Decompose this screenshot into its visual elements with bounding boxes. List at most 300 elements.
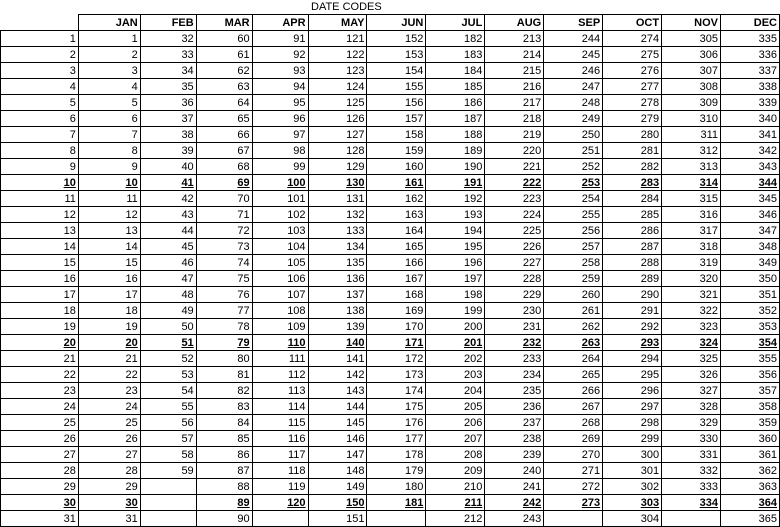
date-code-cell: 19 [78, 319, 140, 335]
table-row [1, 463, 780, 479]
date-code-cell: 74 [196, 255, 252, 271]
date-code-cell: 274 [603, 31, 662, 47]
date-code-cell: 307 [662, 63, 721, 79]
date-code-cell: 254 [544, 191, 603, 207]
date-code-cell: 71 [196, 207, 252, 223]
date-code-cell: 267 [544, 399, 603, 415]
date-code-cell: 2 [78, 47, 140, 63]
date-code-cell: 60 [196, 31, 252, 47]
date-code-cell: 273 [544, 495, 603, 511]
date-code-cell: 207 [426, 431, 485, 447]
date-code-cell: 192 [426, 191, 485, 207]
date-code-cell: 277 [603, 79, 662, 95]
table-row [1, 255, 780, 271]
date-code-cell: 23 [78, 383, 140, 399]
date-code-cell: 22 [78, 367, 140, 383]
table-row [1, 271, 780, 287]
month-header-mar: MAR [196, 15, 252, 31]
date-code-cell: 233 [485, 351, 544, 367]
date-code-cell: 227 [485, 255, 544, 271]
day-number-cell: 24 [1, 399, 79, 415]
date-code-cell: 45 [140, 239, 196, 255]
date-code-cell: 239 [485, 447, 544, 463]
date-code-cell: 296 [603, 383, 662, 399]
date-code-cell: 175 [367, 399, 426, 415]
date-code-cell: 31 [78, 511, 140, 527]
date-code-cell: 352 [721, 303, 780, 319]
date-code-cell: 18 [78, 303, 140, 319]
date-code-cell: 329 [662, 415, 721, 431]
day-number-cell: 10 [1, 175, 79, 191]
date-code-cell: 250 [544, 127, 603, 143]
date-code-cell: 344 [721, 175, 780, 191]
date-code-cell: 81 [196, 367, 252, 383]
date-code-cell: 99 [252, 159, 308, 175]
date-code-cell: 282 [603, 159, 662, 175]
date-code-cell: 92 [252, 47, 308, 63]
date-code-cell: 91 [252, 31, 308, 47]
table-row [1, 303, 780, 319]
date-code-cell: 325 [662, 351, 721, 367]
page-title: DATE CODES [311, 1, 382, 13]
date-code-cell: 303 [603, 495, 662, 511]
date-code-cell: 57 [140, 431, 196, 447]
table-row [1, 95, 780, 111]
date-code-cell: 27 [78, 447, 140, 463]
date-code-cell: 87 [196, 463, 252, 479]
month-header-aug: AUG [485, 15, 544, 31]
date-code-cell: 25 [78, 415, 140, 431]
date-code-cell: 141 [308, 351, 367, 367]
date-code-cell: 167 [367, 271, 426, 287]
date-code-cell: 63 [196, 79, 252, 95]
date-code-cell: 146 [308, 431, 367, 447]
date-code-cell: 95 [252, 95, 308, 111]
date-code-cell: 65 [196, 111, 252, 127]
date-code-cell: 41 [140, 175, 196, 191]
date-code-cell: 102 [252, 207, 308, 223]
date-code-cell: 183 [426, 47, 485, 63]
date-code-cell: 110 [252, 335, 308, 351]
date-code-cell: 61 [196, 47, 252, 63]
date-code-cell: 155 [367, 79, 426, 95]
date-code-cell [544, 511, 603, 527]
date-code-cell: 24 [78, 399, 140, 415]
date-code-cell: 143 [308, 383, 367, 399]
date-code-cell: 237 [485, 415, 544, 431]
date-code-cell: 294 [603, 351, 662, 367]
date-code-cell: 162 [367, 191, 426, 207]
date-code-cell: 199 [426, 303, 485, 319]
date-code-cell: 5 [78, 95, 140, 111]
date-code-cell: 295 [603, 367, 662, 383]
date-code-cell: 39 [140, 143, 196, 159]
date-code-cell: 191 [426, 175, 485, 191]
date-code-cell: 259 [544, 271, 603, 287]
date-code-cell: 194 [426, 223, 485, 239]
date-code-cell: 4 [78, 79, 140, 95]
day-number-cell: 25 [1, 415, 79, 431]
date-code-cell: 138 [308, 303, 367, 319]
date-code-cell: 173 [367, 367, 426, 383]
date-code-cell: 224 [485, 207, 544, 223]
date-code-cell: 253 [544, 175, 603, 191]
date-code-cell: 104 [252, 239, 308, 255]
table-row [1, 31, 780, 47]
date-code-cell: 8 [78, 143, 140, 159]
date-code-cell: 302 [603, 479, 662, 495]
date-code-cell: 76 [196, 287, 252, 303]
day-number-cell: 14 [1, 239, 79, 255]
date-code-cell [367, 511, 426, 527]
day-number-cell: 17 [1, 287, 79, 303]
date-code-cell: 340 [721, 111, 780, 127]
table-row [1, 287, 780, 303]
date-code-cell: 247 [544, 79, 603, 95]
date-code-cell: 349 [721, 255, 780, 271]
date-code-cell: 324 [662, 335, 721, 351]
date-code-cell: 238 [485, 431, 544, 447]
date-code-cell: 116 [252, 431, 308, 447]
date-code-cell: 159 [367, 143, 426, 159]
date-code-cell: 49 [140, 303, 196, 319]
date-code-cell: 40 [140, 159, 196, 175]
date-code-cell: 209 [426, 463, 485, 479]
table-row [1, 383, 780, 399]
table-row [1, 191, 780, 207]
month-header-jul: JUL [426, 15, 485, 31]
date-code-cell: 35 [140, 79, 196, 95]
day-number-cell: 31 [1, 511, 79, 527]
date-code-cell: 220 [485, 143, 544, 159]
date-code-cell: 230 [485, 303, 544, 319]
date-code-cell: 69 [196, 175, 252, 191]
date-code-cell: 321 [662, 287, 721, 303]
date-code-cell: 263 [544, 335, 603, 351]
date-code-cell: 184 [426, 63, 485, 79]
date-code-cell: 339 [721, 95, 780, 111]
date-code-cell: 103 [252, 223, 308, 239]
date-code-cell: 145 [308, 415, 367, 431]
date-code-cell: 36 [140, 95, 196, 111]
day-number-cell: 6 [1, 111, 79, 127]
date-code-cell: 3 [78, 63, 140, 79]
day-number-cell: 13 [1, 223, 79, 239]
date-code-cell: 299 [603, 431, 662, 447]
date-code-cell: 78 [196, 319, 252, 335]
date-code-cell: 112 [252, 367, 308, 383]
date-code-cell: 150 [308, 495, 367, 511]
date-code-cell: 304 [603, 511, 662, 527]
date-code-cell: 331 [662, 447, 721, 463]
date-code-cell: 198 [426, 287, 485, 303]
date-code-cell: 320 [662, 271, 721, 287]
date-code-cell: 218 [485, 111, 544, 127]
date-code-cell: 211 [426, 495, 485, 511]
date-code-cell: 226 [485, 239, 544, 255]
date-code-cell: 52 [140, 351, 196, 367]
date-code-cell: 176 [367, 415, 426, 431]
date-code-cell: 44 [140, 223, 196, 239]
month-header-jun: JUN [367, 15, 426, 31]
date-code-cell: 278 [603, 95, 662, 111]
date-code-cell: 270 [544, 447, 603, 463]
date-code-cell: 137 [308, 287, 367, 303]
date-code-cell: 55 [140, 399, 196, 415]
date-code-cell: 125 [308, 95, 367, 111]
date-codes-table [0, 14, 780, 527]
date-code-cell: 68 [196, 159, 252, 175]
day-number-cell: 15 [1, 255, 79, 271]
date-code-cell: 242 [485, 495, 544, 511]
date-code-cell: 80 [196, 351, 252, 367]
date-code-cell: 47 [140, 271, 196, 287]
date-code-cell: 343 [721, 159, 780, 175]
date-code-cell: 26 [78, 431, 140, 447]
date-code-cell: 34 [140, 63, 196, 79]
date-code-cell: 115 [252, 415, 308, 431]
date-code-cell: 236 [485, 399, 544, 415]
date-code-cell: 290 [603, 287, 662, 303]
date-code-cell: 188 [426, 127, 485, 143]
date-code-cell: 235 [485, 383, 544, 399]
date-code-cell: 210 [426, 479, 485, 495]
date-code-cell: 56 [140, 415, 196, 431]
day-number-cell: 8 [1, 143, 79, 159]
date-code-cell: 208 [426, 447, 485, 463]
month-header-apr: APR [252, 15, 308, 31]
table-row [1, 511, 780, 527]
date-code-cell: 217 [485, 95, 544, 111]
month-header-may: MAY [308, 15, 367, 31]
date-code-cell: 337 [721, 63, 780, 79]
date-code-cell: 322 [662, 303, 721, 319]
date-code-cell: 113 [252, 383, 308, 399]
date-code-cell: 333 [662, 479, 721, 495]
date-code-cell: 193 [426, 207, 485, 223]
day-number-cell: 11 [1, 191, 79, 207]
date-code-cell: 261 [544, 303, 603, 319]
date-code-cell: 15 [78, 255, 140, 271]
date-code-cell: 345 [721, 191, 780, 207]
day-number-cell: 5 [1, 95, 79, 111]
date-code-cell: 327 [662, 383, 721, 399]
date-code-cell: 77 [196, 303, 252, 319]
date-code-cell: 244 [544, 31, 603, 47]
date-code-cell: 197 [426, 271, 485, 287]
date-code-cell: 195 [426, 239, 485, 255]
date-code-cell: 17 [78, 287, 140, 303]
date-code-cell: 280 [603, 127, 662, 143]
date-code-cell: 258 [544, 255, 603, 271]
date-code-cell: 180 [367, 479, 426, 495]
date-code-cell [140, 495, 196, 511]
date-code-cell: 98 [252, 143, 308, 159]
date-code-cell: 111 [252, 351, 308, 367]
date-code-cell: 179 [367, 463, 426, 479]
date-code-cell: 100 [252, 175, 308, 191]
date-code-cell: 1 [78, 31, 140, 47]
table-row [1, 47, 780, 63]
date-code-cell: 225 [485, 223, 544, 239]
date-code-cell: 153 [367, 47, 426, 63]
date-code-cell: 10 [78, 175, 140, 191]
date-code-cell: 142 [308, 367, 367, 383]
date-code-cell: 73 [196, 239, 252, 255]
date-code-cell: 148 [308, 463, 367, 479]
date-code-cell: 243 [485, 511, 544, 527]
date-code-cell: 83 [196, 399, 252, 415]
date-code-cell: 119 [252, 479, 308, 495]
date-code-cell: 245 [544, 47, 603, 63]
date-code-cell: 182 [426, 31, 485, 47]
date-code-cell: 257 [544, 239, 603, 255]
date-code-cell: 152 [367, 31, 426, 47]
date-code-cell: 363 [721, 479, 780, 495]
date-code-cell: 241 [485, 479, 544, 495]
day-number-cell: 23 [1, 383, 79, 399]
day-number-cell: 4 [1, 79, 79, 95]
date-code-cell: 14 [78, 239, 140, 255]
date-code-cell: 30 [78, 495, 140, 511]
date-code-cell: 64 [196, 95, 252, 111]
date-code-cell: 118 [252, 463, 308, 479]
date-code-cell: 206 [426, 415, 485, 431]
table-row [1, 159, 780, 175]
date-code-cell: 75 [196, 271, 252, 287]
date-code-cell: 114 [252, 399, 308, 415]
date-code-cell: 88 [196, 479, 252, 495]
date-code-cell: 123 [308, 63, 367, 79]
date-code-cell: 275 [603, 47, 662, 63]
date-code-cell: 59 [140, 463, 196, 479]
date-code-cell: 185 [426, 79, 485, 95]
date-code-cell: 249 [544, 111, 603, 127]
date-code-cell: 341 [721, 127, 780, 143]
date-code-cell: 67 [196, 143, 252, 159]
date-code-cell: 264 [544, 351, 603, 367]
date-code-cell: 201 [426, 335, 485, 351]
date-code-cell: 306 [662, 47, 721, 63]
date-code-cell: 215 [485, 63, 544, 79]
date-code-cell: 136 [308, 271, 367, 287]
date-code-cell: 132 [308, 207, 367, 223]
day-number-cell: 29 [1, 479, 79, 495]
date-code-cell: 58 [140, 447, 196, 463]
date-code-cell: 221 [485, 159, 544, 175]
day-number-cell: 9 [1, 159, 79, 175]
date-code-cell: 346 [721, 207, 780, 223]
date-code-cell: 269 [544, 431, 603, 447]
date-code-cell: 9 [78, 159, 140, 175]
date-code-cell: 289 [603, 271, 662, 287]
date-code-cell: 20 [78, 335, 140, 351]
date-code-cell: 357 [721, 383, 780, 399]
date-code-cell: 33 [140, 47, 196, 63]
date-code-cell: 154 [367, 63, 426, 79]
date-code-cell: 21 [78, 351, 140, 367]
date-code-cell: 70 [196, 191, 252, 207]
date-code-cell: 256 [544, 223, 603, 239]
date-code-cell: 37 [140, 111, 196, 127]
date-code-cell: 268 [544, 415, 603, 431]
date-code-cell: 305 [662, 31, 721, 47]
date-code-cell: 228 [485, 271, 544, 287]
date-code-cell: 356 [721, 367, 780, 383]
date-code-cell: 317 [662, 223, 721, 239]
date-code-cell: 315 [662, 191, 721, 207]
date-code-cell: 84 [196, 415, 252, 431]
date-code-cell: 107 [252, 287, 308, 303]
date-code-cell: 309 [662, 95, 721, 111]
date-code-cell: 246 [544, 63, 603, 79]
date-code-cell: 312 [662, 143, 721, 159]
date-code-cell: 271 [544, 463, 603, 479]
date-code-cell: 163 [367, 207, 426, 223]
date-code-cell: 51 [140, 335, 196, 351]
day-number-cell: 26 [1, 431, 79, 447]
date-code-cell: 240 [485, 463, 544, 479]
date-code-cell: 6 [78, 111, 140, 127]
day-number-cell: 19 [1, 319, 79, 335]
date-code-cell: 338 [721, 79, 780, 95]
date-code-cell: 353 [721, 319, 780, 335]
date-code-cell: 174 [367, 383, 426, 399]
date-code-cell: 7 [78, 127, 140, 143]
date-code-cell: 255 [544, 207, 603, 223]
date-code-cell: 96 [252, 111, 308, 127]
date-code-cell: 335 [721, 31, 780, 47]
month-header-sep: SEP [544, 15, 603, 31]
day-number-cell: 2 [1, 47, 79, 63]
date-code-cell: 158 [367, 127, 426, 143]
day-number-cell: 1 [1, 31, 79, 47]
date-code-cell: 105 [252, 255, 308, 271]
date-code-cell: 165 [367, 239, 426, 255]
date-code-cell: 79 [196, 335, 252, 351]
date-code-cell: 323 [662, 319, 721, 335]
date-code-cell: 229 [485, 287, 544, 303]
date-code-cell: 181 [367, 495, 426, 511]
date-code-cell: 347 [721, 223, 780, 239]
table-row [1, 175, 780, 191]
date-code-cell: 190 [426, 159, 485, 175]
date-code-cell: 160 [367, 159, 426, 175]
date-code-cell: 354 [721, 335, 780, 351]
date-code-cell: 177 [367, 431, 426, 447]
date-code-cell: 48 [140, 287, 196, 303]
date-code-cell: 279 [603, 111, 662, 127]
date-code-cell: 248 [544, 95, 603, 111]
date-code-cell [252, 511, 308, 527]
date-code-cell: 232 [485, 335, 544, 351]
date-code-cell: 120 [252, 495, 308, 511]
date-code-cell: 134 [308, 239, 367, 255]
date-code-cell: 281 [603, 143, 662, 159]
date-code-cell: 362 [721, 463, 780, 479]
date-code-cell: 168 [367, 287, 426, 303]
date-code-cell: 359 [721, 415, 780, 431]
date-code-cell: 234 [485, 367, 544, 383]
date-code-cell: 32 [140, 31, 196, 47]
date-code-cell: 85 [196, 431, 252, 447]
date-code-cell: 189 [426, 143, 485, 159]
date-code-cell: 330 [662, 431, 721, 447]
date-code-cell: 292 [603, 319, 662, 335]
month-header-feb: FEB [140, 15, 196, 31]
date-code-cell: 276 [603, 63, 662, 79]
table-row [1, 495, 780, 511]
